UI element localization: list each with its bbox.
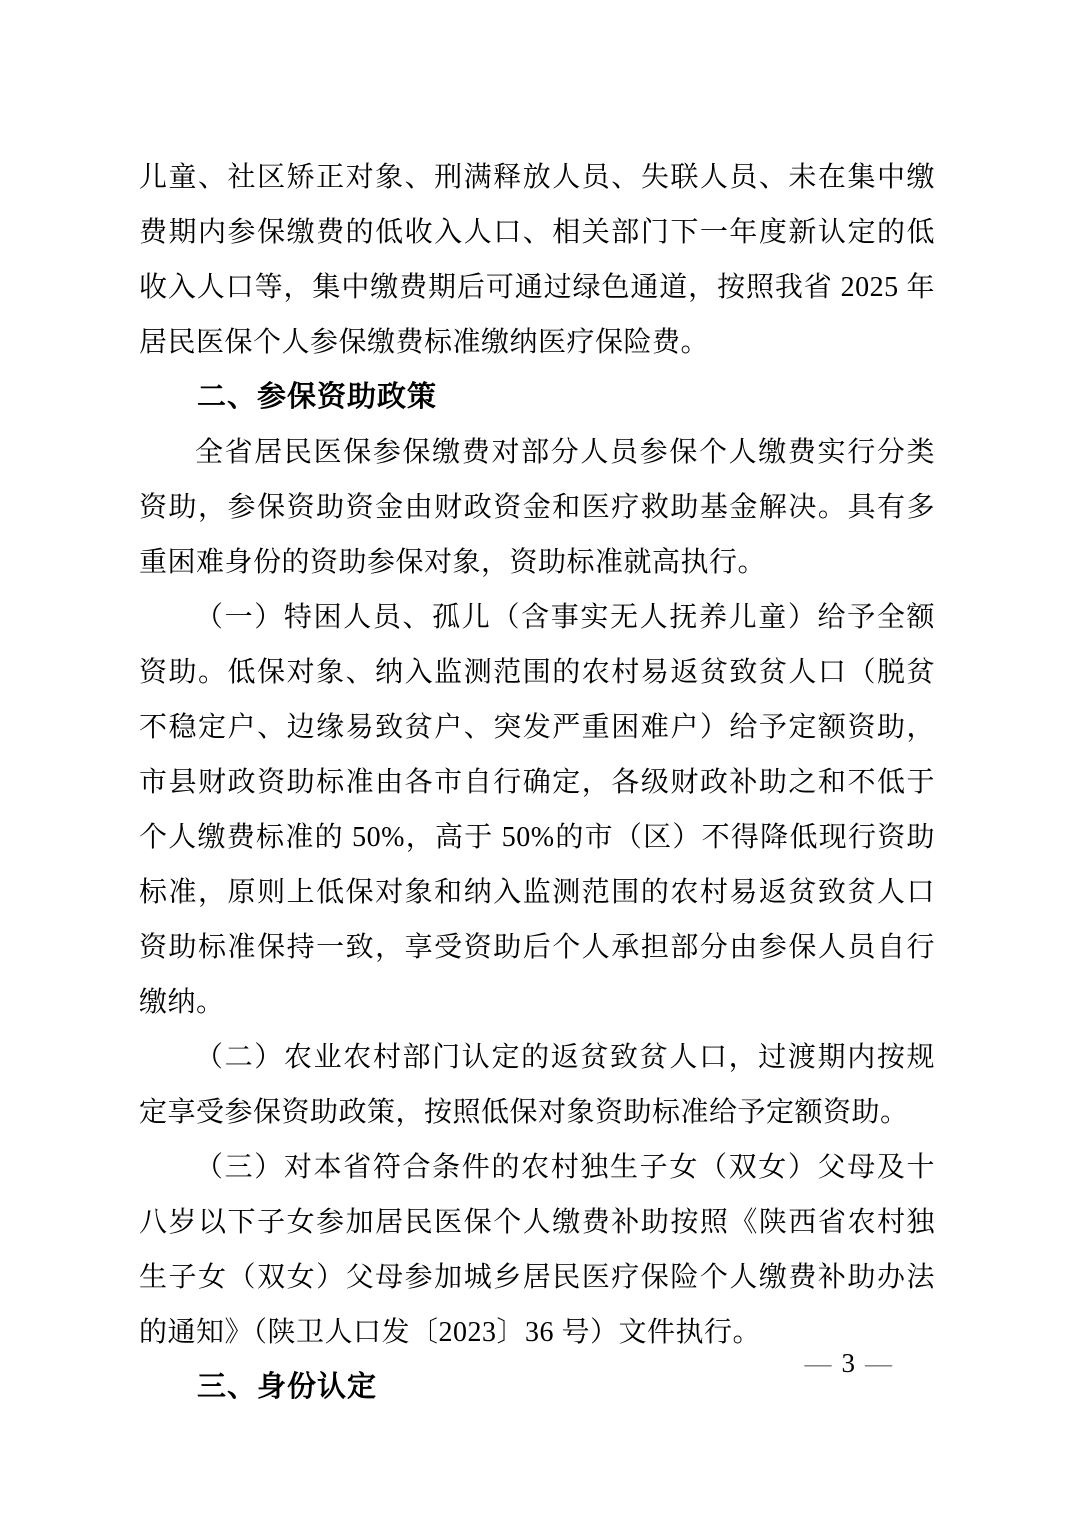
paragraph-item-2: （二）农业农村部门认定的返贫致贫人口，过渡期内按规定享受参保资助政策，按照低保对象资助标准给予定额资助。 xyxy=(139,1042,935,1128)
page-number xyxy=(797,1343,903,1383)
document-body xyxy=(139,150,935,1415)
page-number-right-dash: — xyxy=(865,1348,894,1378)
paragraph-item-1: （一）特困人员、孤儿（含事实无人抚养儿童）给予全额资助。低保对象、纳入监测范围的农村易返贫致贫人口（脱贫不稳定户、边缘易致贫户、突发严重困难户）给予定额资助，市县财政资助标准由各市自行确定，各级财政补助之和不低于个人缴费标准的 50%，高于 50%的市（区）不得降低现行资助标准，原则上低保对象和纳入监测范围的农村易返贫致贫人口资助标准保持一致，享受资助后个人承担部分由参保人员自行缴纳。 xyxy=(139,602,935,1018)
page-number-value: 3 xyxy=(841,1348,857,1378)
section-heading-2: 二、参保资助政策 xyxy=(197,381,438,413)
paragraph: 全省居民医保参保缴费对部分人员参保个人缴费实行分类资助，参保资助资金由财政资金和医疗救助基金解决。具有多重困难身份的资助参保对象，资助标准就高执行。 xyxy=(139,437,935,578)
page-number-left-dash: — xyxy=(804,1348,834,1378)
paragraph-item-3: （三）对本省符合条件的农村独生子女（双女）父母及十八岁以下子女参加居民医保个人缴费补助按照《陕西省农村独生子女（双女）父母参加城乡居民医疗保险个人缴费补助办法的通知》（陕卫人口发〔2023〕36 号）文件执行。 xyxy=(139,1152,935,1348)
paragraph-continued: 儿童、社区矫正对象、刑满释放人员、失联人员、未在集中缴费期内参保缴费的低收入人口、相关部门下一年度新认定的低收入人口等，集中缴费期后可通过绿色通道，按照我省 2025 年居民医保个人参保缴费标准缴纳医疗保险费。 xyxy=(139,162,935,358)
section-heading-3: 三、身份认定 xyxy=(197,1371,378,1403)
